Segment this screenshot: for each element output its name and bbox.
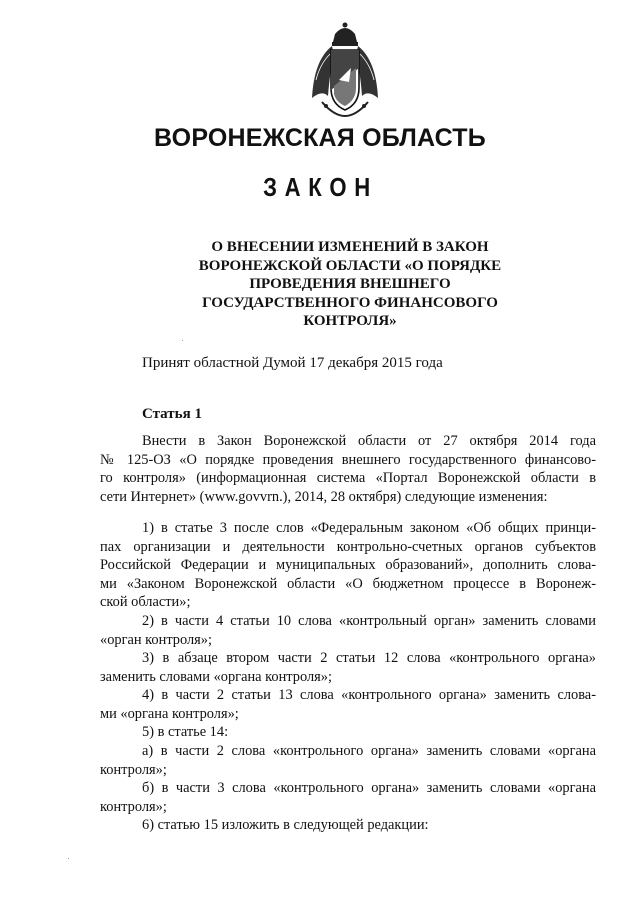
paragraph-line: заменить словами «органа контроля»;	[100, 668, 332, 685]
amendment-item-6	[100, 816, 596, 835]
region-title: ВОРОНЕЖСКАЯ ОБЛАСТЬ	[154, 124, 486, 152]
law-title-line: О ВНЕСЕНИИ ИЗМЕНЕНИЙ В ЗАКОН	[211, 239, 489, 255]
paragraph-line: го контроля» (информационная система «Портал Воронежской области в	[100, 470, 596, 486]
paragraph-line: 4) в части 2 статьи 13 слова «контрольного органа» заменить слова-	[142, 687, 596, 703]
paragraph-line: 5) в статье 14:	[142, 724, 229, 740]
amendment-item-4	[100, 686, 596, 723]
paragraph-line: а) в части 2 слова «контрольного органа» заменить словами «органа	[142, 743, 596, 759]
amendment-item-5b	[100, 779, 596, 816]
paragraph-line: ской области»;	[100, 594, 191, 610]
paragraph-line: ми «органа контроля»;	[100, 705, 239, 722]
article-heading: Статья 1	[142, 406, 202, 422]
scan-speck	[68, 858, 69, 859]
amendment-item-5	[100, 723, 596, 742]
document-type: ЗАКОН	[262, 172, 378, 202]
amendment-item-3	[100, 649, 596, 686]
document-type-heading	[0, 172, 640, 208]
paragraph-line: пах организации и деятельности контрольно-счетных органов субъектов	[100, 538, 596, 555]
amendment-item-2	[100, 612, 596, 649]
article-intro	[100, 432, 596, 506]
paragraph-line: б) в части 3 слова «контрольного органа» заменить словами «органа	[142, 780, 596, 796]
law-title-line: ГОСУДАРСТВЕННОГО ФИНАНСОВОГО	[202, 294, 498, 311]
paragraph-line: Российской Федерации и муниципальных образований», дополнить слова-	[100, 557, 596, 573]
paragraph-line: контроля»;	[100, 761, 167, 778]
adoption-date: Принят областной Думой 17 декабря 2015 года	[142, 355, 443, 371]
law-title-line: ПРОВЕДЕНИЯ ВНЕШНЕГО	[249, 276, 451, 293]
scan-speck	[182, 340, 183, 341]
paragraph-line: 6) статью 15 изложить в следующей редакции:	[142, 817, 429, 833]
law-title-line: КОНТРОЛЯ»	[303, 313, 397, 330]
law-title-line: ВОРОНЕЖСКОЙ ОБЛАСТИ «О ПОРЯДКЕ	[198, 257, 502, 274]
paragraph-line: 3) в абзаце втором части 2 статьи 12 слова «контрольного органа»	[142, 650, 596, 666]
amendment-item-1	[100, 519, 596, 612]
paragraph-line: 1) в статье 3 после слов «Федеральным законом «Об общих принци-	[142, 520, 596, 536]
paragraph-line: сети Интернет» (www.govvrn.), 2014, 28 октября) следующие изменения:	[100, 488, 548, 505]
amendment-item-5a	[100, 742, 596, 779]
paragraph-line: Внести в Закон Воронежской области от 27 октября 2014 года	[142, 433, 596, 449]
paragraph-line: 2) в части 4 статьи 10 слова «контрольный орган» заменить словами	[142, 613, 596, 629]
paragraph-line: «орган контроля»;	[100, 631, 212, 648]
paragraph-line: № 125-ОЗ «О порядке проведения внешнего государственного финансово-	[100, 451, 596, 468]
law-title	[150, 238, 550, 331]
coat-of-arms-icon	[304, 20, 386, 120]
paragraph-line: ми «Законом Воронежской области «О бюджетном процессе в Воронеж-	[100, 575, 596, 592]
paragraph-line: контроля»;	[100, 798, 167, 815]
